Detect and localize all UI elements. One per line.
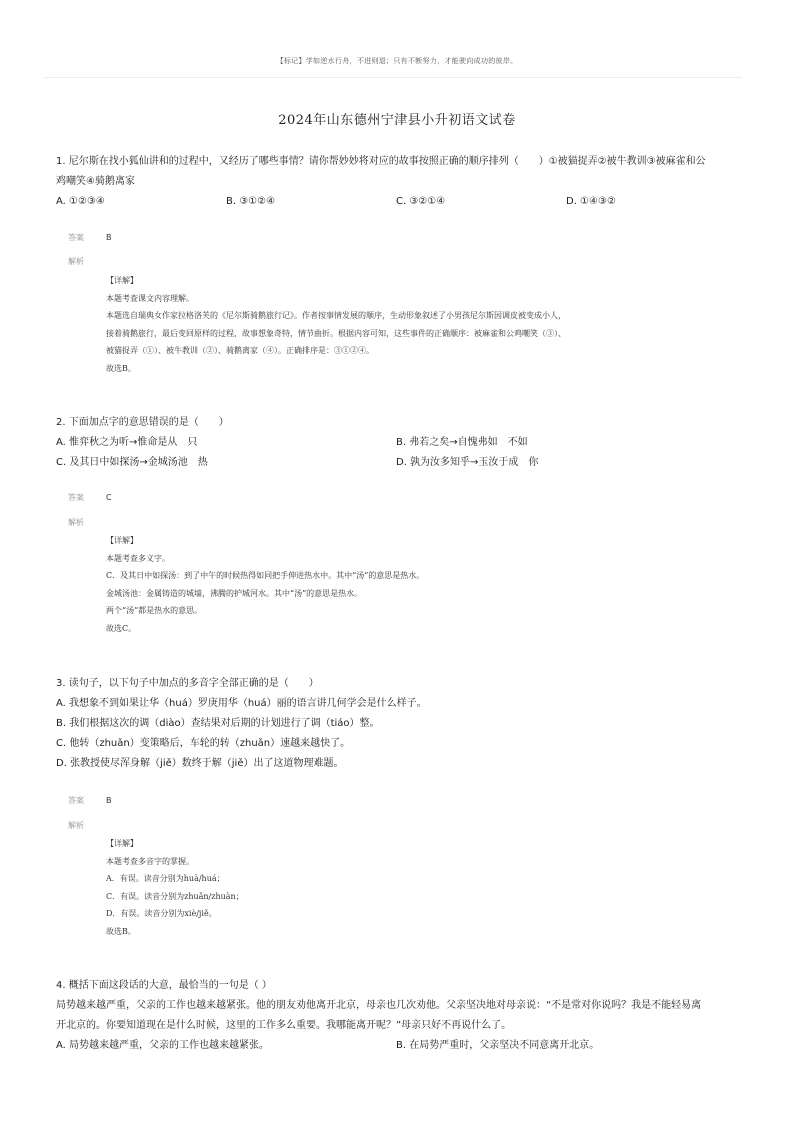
answer-label: 答案 — [68, 493, 84, 502]
header-divider — [44, 77, 742, 78]
explanation-line: 被猫捉弄（①）、被牛教训（②）、骑鹅离家（④）。正确排序是：③①②④。 — [106, 346, 374, 355]
explanation-1 — [106, 272, 726, 377]
question-passage: 局势越来越严重，父亲的工作也越来越紧张。他的朋友劝他离开北京，母亲也几次劝他。父亲坚决地对母亲说：“不是常对你说吗？我是不能轻易离 — [56, 1000, 702, 1011]
options-list — [56, 433, 746, 473]
option-d: D. 孰为汝多知乎→玉汝于成 你 — [396, 457, 539, 468]
explanation-line: 金城汤池：金属铸造的城墙，沸腾的护城河水。其中“汤”的意思是热水。 — [106, 588, 363, 598]
option-a: A. 局势越来越严重，父亲的工作也越来越紧张。 — [56, 1040, 270, 1051]
explanation-line: 本题考查多义字。 — [106, 553, 170, 563]
option-a: A. 惟弈秋之为听→惟命是从 只 — [56, 437, 198, 448]
option-c: C. 他转（zhuǎn）变策略后，车轮的转（zhuǎn）速越来越快了。 — [56, 738, 351, 749]
question-4 — [56, 976, 746, 1056]
explanation-2 — [106, 532, 726, 637]
question-1 — [56, 152, 746, 212]
option-d: D. ①④③② — [566, 196, 616, 207]
explanation-line: 故选B。 — [106, 363, 136, 373]
explanation-line: 【详解】 — [106, 276, 138, 285]
option-d: D. 张教授使尽浑身解（jiě）数终于解（jiě）出了这道物理难题。 — [56, 758, 344, 769]
explanation-line: 接着骑鹅旅行，最后变回原样的过程，故事想象奇特，情节曲折。根据内容可知，这些事件的正确顺序：被麻雀和公鸡嘲笑（③）、 — [106, 328, 566, 338]
explanation-line: 【详解】 — [106, 536, 138, 545]
explanation-line: C．有误。读音分别为zhuǎn/zhuàn； — [106, 891, 244, 901]
options-list — [56, 192, 746, 212]
explanation-line: A．有误。读音分别为huà/huá； — [106, 874, 225, 883]
explanation-line: 本题选自瑞典女作家拉格洛芙的《尼尔斯骑鹅旅行记》。作者按事情发展的顺序，生动形象叙述了小男孩尼尔斯因调皮被变成小人， — [106, 311, 566, 320]
question-3 — [56, 674, 746, 774]
answer-value: B — [106, 233, 112, 242]
option-a: A. ①②③④ — [56, 196, 105, 207]
header-note: 【标记】学如逆水行舟，不进则退；只有不断努力，才能驶向成功的彼岸。 — [276, 57, 518, 65]
answer-row-2 — [68, 492, 112, 503]
question-stem: 鸡嘲笑④骑鹅离家 — [56, 176, 135, 187]
explanation-line: 故选C。 — [106, 623, 137, 633]
option-b: B. 弗若之矣→自愧弗如 不如 — [396, 437, 528, 448]
options-list — [56, 694, 746, 774]
answer-label: 答案 — [68, 233, 84, 242]
answer-label: 答案 — [68, 796, 84, 805]
answer-value: C — [106, 493, 112, 502]
explanation-line: 【详解】 — [106, 839, 138, 848]
option-c: C. 及其日中如探汤→金城汤池 热 — [56, 457, 208, 468]
answer-row-3 — [68, 795, 112, 806]
options-list — [56, 1036, 746, 1056]
explanation-line: 两个“汤”都是热水的意思。 — [106, 606, 203, 615]
option-c: C. ③②①④ — [396, 196, 446, 207]
answer-row-1 — [68, 232, 112, 243]
question-stem: 4. 概括下面这段话的大意，最恰当的一句是（ ） — [56, 980, 272, 991]
option-b: B. 在局势严重时，父亲坚决不同意离开北京。 — [396, 1040, 600, 1051]
analysis-label: 解析 — [68, 821, 84, 830]
question-stem: 2. 下面加点字的意思错误的是（ ） — [56, 417, 229, 428]
analysis-label: 解析 — [68, 257, 84, 266]
explanation-3 — [106, 835, 726, 940]
page-title: 2024年山东德州宁津县小升初语文试卷 — [278, 113, 516, 128]
explanation-line: 本题考查课文内容理解。 — [106, 293, 194, 303]
question-passage: 开北京的。你要知道现在是什么时候，这里的工作多么重要。我哪能离开呢？”母亲只好不再说什么了。 — [56, 1020, 512, 1031]
answer-value: B — [106, 796, 112, 805]
option-b: B. ③①②④ — [226, 196, 276, 207]
explanation-line: C．及其日中如探汤：到了中午的时候热得如同把手伸进热水中。其中“汤”的意思是热水。 — [106, 571, 425, 580]
explanation-line: 故选B。 — [106, 926, 136, 936]
analysis-label: 解析 — [68, 518, 84, 527]
option-a: A. 我想象不到如果让华（huá）罗庚用华（huá）丽的语言讲几何学会是什么样子。 — [56, 698, 427, 709]
explanation-line: 本题考查多音字的掌握。 — [106, 856, 194, 866]
question-stem: 1. 尼尔斯在找小狐仙讲和的过程中，又经历了哪些事情？请你帮妙妙将对应的故事按照正确的顺序排列（ ）①被猫捉弄②被牛教训③被麻雀和公 — [56, 156, 706, 167]
question-stem: 3. 读句子，以下句子中加点的多音字全部正确的是（ ） — [56, 678, 319, 689]
question-2 — [56, 413, 746, 473]
option-b: B. 我们根据这次的调（diào）查结果对后期的计划进行了调（tiáo）整。 — [56, 718, 380, 729]
explanation-line: D．有误。读音分别为xiè/jiě。 — [106, 909, 217, 918]
